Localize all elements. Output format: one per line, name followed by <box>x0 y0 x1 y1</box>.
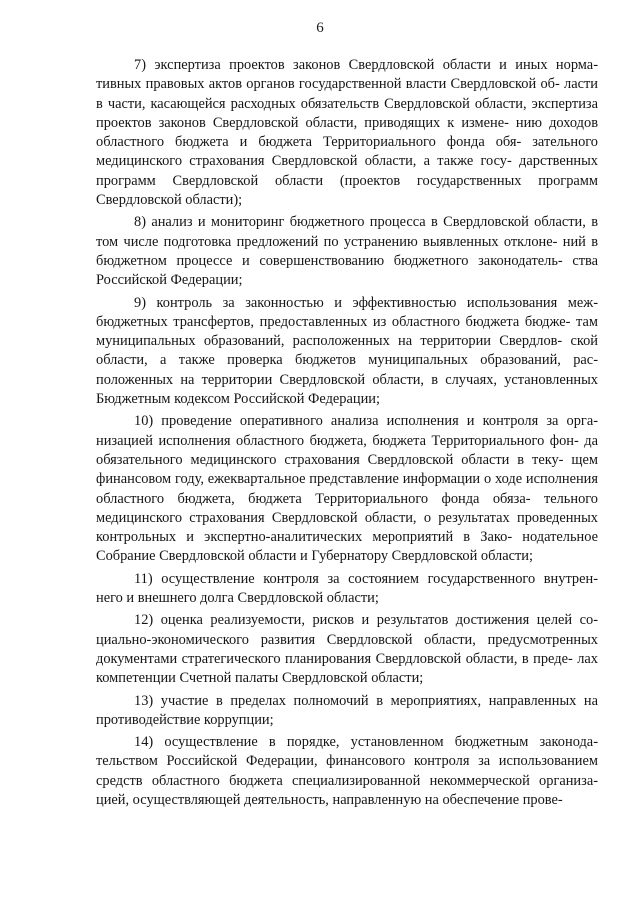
paragraph-item-14: 14) осуществление в порядке, установленном бюджетным законода- тельством Российской Федерации, финансового контроля за использованием средств областного бюджета специализированной некоммерческой организа- цией, осуществляющей деятельность, направленную на обеспечение прове- <box>96 734 598 808</box>
page-number: 6 <box>316 20 324 36</box>
paragraph-item-13: 13) участие в пределах полномочий в мероприятиях, направленных на противодействие коррупции; <box>96 692 598 728</box>
paragraph-item-9: 9) контроль за законностью и эффективностью использования меж- бюджетных трансфертов, предоставленных из областного бюджета бюдже- там муниципальных образований, расположенных на территории Свердлов- ской области, а также проверка бюджетов муниципальных образований, рас- положенных на территории Свердловской области, в случаях, установленных Бюджетным кодексом Российской Федерации; <box>96 294 598 408</box>
paragraph-item-12: 12) оценка реализуемости, рисков и результатов достижения целей со- циально-экономического развития Свердловской области, предусмотренных документами стратегического планирования Свердловской области, в преде- лах компетенции Счетной палаты Свердловской области; <box>96 612 598 687</box>
paragraph-item-7: 7) экспертиза проектов законов Свердловской области и иных норма- тивных правовых актов органов государственной власти Свердловской об- ласти в части, касающейся расходных обязательств Свердловской области, экспертиза проектов законов Свердловской области, приводящих к измене- нию доходов областного бюджета и бюджета Территориального фонда обя- зательного медицинского страхования Свердловской области, а также госу- дарственных программ Свердловской области (проектов государственных программ Свердловской области); <box>96 57 598 209</box>
document-body <box>96 56 598 813</box>
paragraph-item-11: 11) осуществление контроля за состоянием государственного внутрен- него и внешнего долга Свердловской области; <box>96 570 598 607</box>
paragraph-item-10: 10) проведение оперативного анализа исполнения и контроля за орга- низацией исполнения областного бюджета, бюджета Территориального фон- да обязательного медицинского страхования Свердловской области в теку- щем финансовом году, ежеквартальное представление информации о ходе исполнения областного бюджета, бюджета Территориального фонда обяза- тельного медицинского страхования Свердловской области, о результатах проведенных контрольных и экспертно-аналитических мероприятий в Зако- нодательное Собрание Свердловской области и Губернатору Свердловской области; <box>96 413 598 565</box>
paragraph-item-8: 8) анализ и мониторинг бюджетного процесса в Свердловской области, в том числе подготовка предложений по устранению выявленных отклоне- ний в бюджетном процессе и совершенствованию бюджетного законодатель- ства Российской Федерации; <box>96 214 598 289</box>
